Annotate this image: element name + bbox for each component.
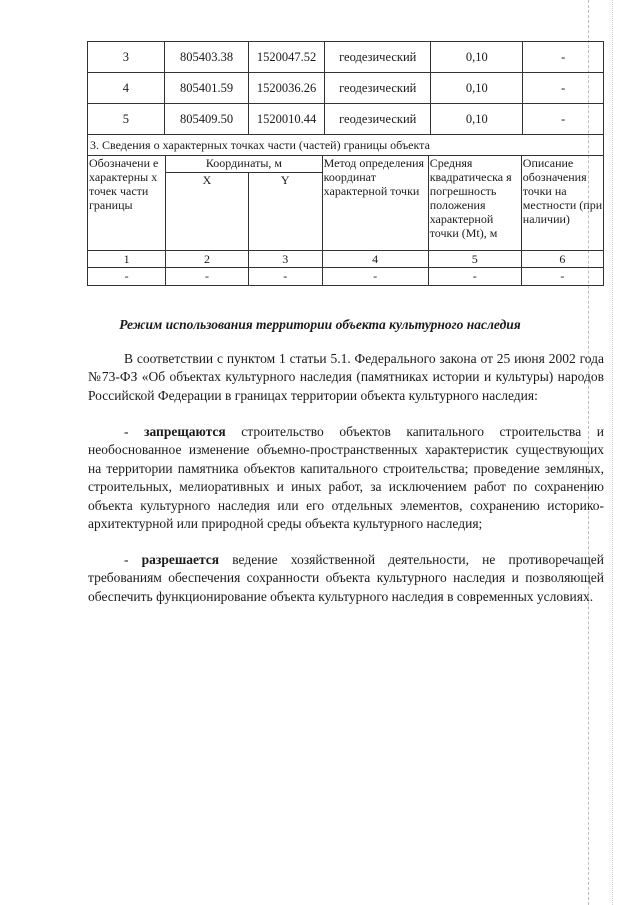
description: - bbox=[523, 73, 604, 104]
coord-y: 1520010.44 bbox=[249, 104, 325, 135]
coord-y: 1520036.26 bbox=[249, 73, 325, 104]
table-row bbox=[88, 42, 604, 73]
table-row bbox=[88, 104, 604, 135]
column-number: 3 bbox=[248, 251, 322, 268]
column-number: 5 bbox=[428, 251, 521, 268]
prohibited-text: строительство объектов капитального строительства и необоснованное изменение объемно-пространственных характеристик существующих на территории памятника объектов капитального строительства; проведение земляных, строительных, мелиоративных и иных работ, за исключением работ по сохранению объекта культурного наследия или его отдельных элементов, сохранению историко-архитектурной или природной среды объекта культурного наследия; bbox=[88, 424, 604, 532]
header-designation: Обозначени е характерны х точек части границы bbox=[88, 156, 166, 251]
empty-row bbox=[88, 268, 604, 286]
point-number: 4 bbox=[88, 73, 165, 104]
coordinates-table-body bbox=[88, 42, 604, 135]
column-number: 1 bbox=[88, 251, 166, 268]
accuracy: 0,10 bbox=[431, 73, 523, 104]
intro-text: В соответствии с пунктом 1 статьи 5.1. Федерального закона от 25 июня 2002 года №73-ФЗ «Об объектах культурного наследия (памятниках истории и культуры) народов Российской Федерации в границах территории объекта культурного наследия: bbox=[88, 351, 604, 403]
prohibited-paragraph bbox=[88, 423, 604, 533]
header-description: Описание обозначения точки на местности (при наличии) bbox=[521, 156, 603, 251]
allowed-paragraph bbox=[88, 551, 604, 606]
accuracy: 0,10 bbox=[431, 42, 523, 73]
header-y: Y bbox=[248, 173, 322, 251]
header-accuracy: Средняя квадратическа я погрешность положения характерной точки (Mt), м bbox=[428, 156, 521, 251]
allowed-lead: - bbox=[124, 552, 142, 567]
regime-title: Режим использования территории объекта культурного наследия bbox=[119, 317, 521, 332]
empty-cell: - bbox=[248, 268, 322, 286]
empty-cell: - bbox=[88, 268, 166, 286]
description: - bbox=[523, 104, 604, 135]
header-x: X bbox=[166, 173, 249, 251]
method: геодезический bbox=[324, 104, 431, 135]
coord-x: 805409.50 bbox=[164, 104, 248, 135]
table-row bbox=[88, 73, 604, 104]
method: геодезический bbox=[324, 73, 431, 104]
column-number: 4 bbox=[322, 251, 428, 268]
empty-cell: - bbox=[521, 268, 603, 286]
empty-cell: - bbox=[322, 268, 428, 286]
coordinates-table bbox=[87, 41, 604, 135]
allowed-keyword: разрешается bbox=[141, 552, 220, 567]
column-number: 6 bbox=[521, 251, 603, 268]
prohibited-lead: - bbox=[124, 424, 145, 439]
coord-y: 1520047.52 bbox=[249, 42, 325, 73]
point-number: 5 bbox=[88, 104, 165, 135]
coord-x: 805401.59 bbox=[164, 73, 248, 104]
coord-x: 805403.38 bbox=[164, 42, 248, 73]
column-numbers-row bbox=[88, 251, 604, 268]
header-coordinates: Координаты, м bbox=[166, 156, 322, 173]
point-number: 3 bbox=[88, 42, 165, 73]
description: - bbox=[523, 42, 604, 73]
scan-edge-line-outer bbox=[612, 0, 613, 905]
empty-cell: - bbox=[428, 268, 521, 286]
prohibited-keyword: запрещаются bbox=[144, 424, 226, 439]
allowed-text: ведение хозяйственной деятельности, не противоречащей требованиям обеспечения сохранности объекта культурного наследия и позволяющей обеспечить функционирование объекта культурного наследия в современных условиях. bbox=[88, 552, 604, 604]
column-number: 2 bbox=[166, 251, 249, 268]
method: геодезический bbox=[324, 42, 431, 73]
accuracy: 0,10 bbox=[431, 104, 523, 135]
section-title: 3. Сведения о характерных точках части (частей) границы объекта bbox=[88, 135, 604, 156]
empty-cell: - bbox=[166, 268, 249, 286]
header-method: Метод определения координат характерной точки bbox=[322, 156, 428, 251]
part-boundary-table bbox=[87, 134, 604, 286]
regime-intro bbox=[88, 350, 604, 405]
